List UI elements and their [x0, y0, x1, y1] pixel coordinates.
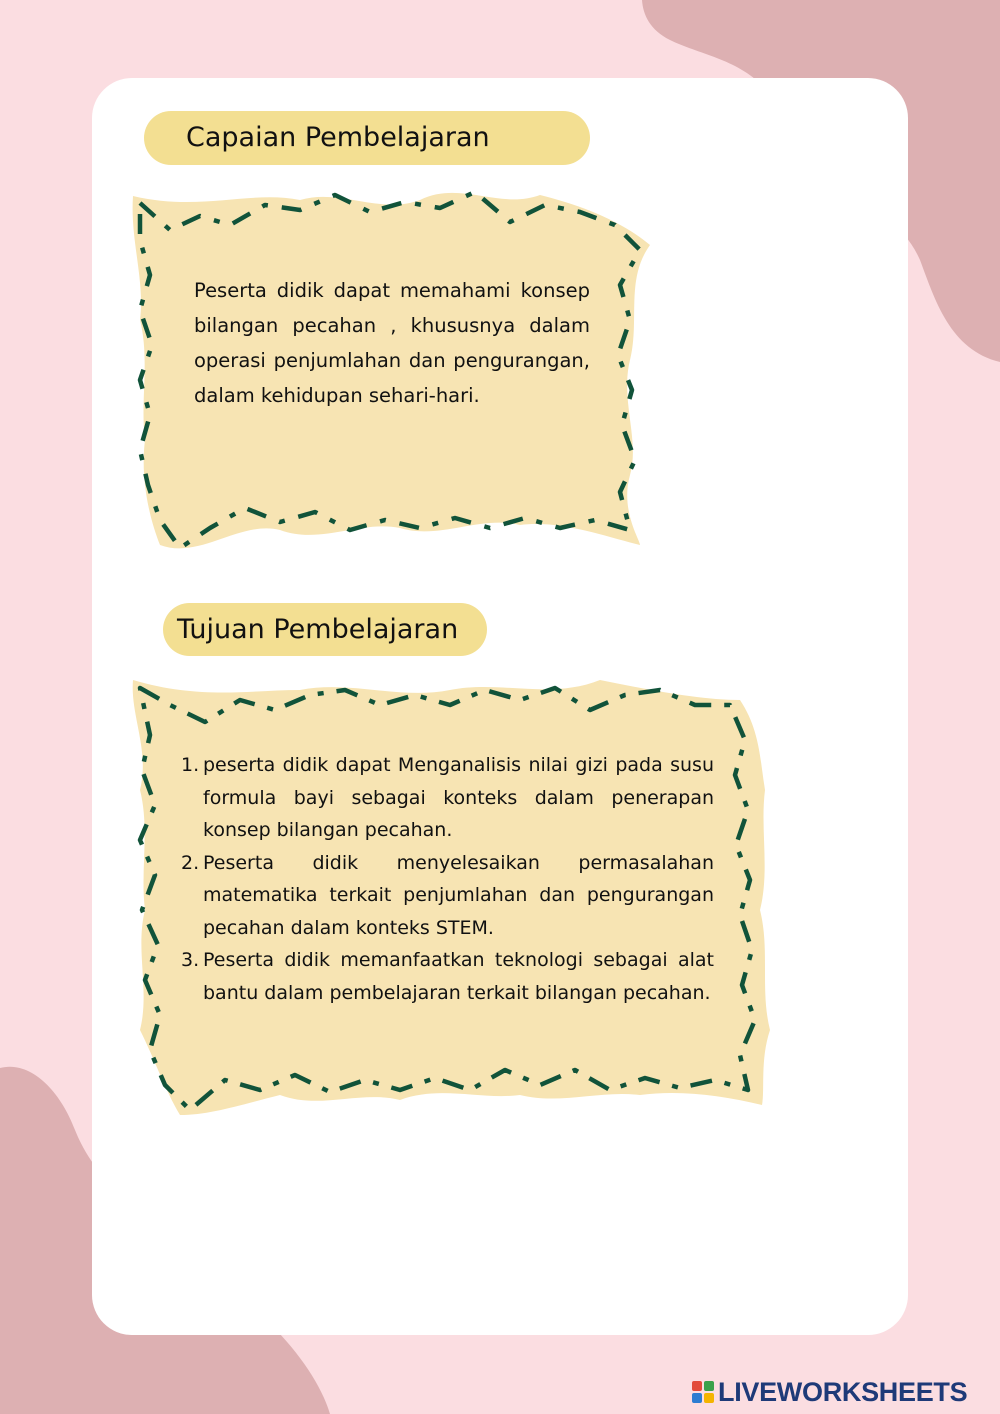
tujuan-item-3-number: 3. [181, 949, 200, 971]
liveworksheets-logo-icon [692, 1381, 714, 1403]
tujuan-item-2-text: Peserta didik menyelesaikan permasalahan matematika terkait penjumlahan dan pengurangan pecahan dalam konteks STEM. [203, 851, 714, 939]
capaian-body-text: Peserta didik dapat memahami konsep bilangan pecahan , khususnya dalam operasi penjumlahan dan pengurangan, dalam kehidupan sehari-hari. [194, 279, 590, 407]
liveworksheets-watermark[interactable] [692, 1374, 967, 1410]
tujuan-item-2 [181, 847, 714, 945]
tujuan-heading: Tujuan Pembelajaran [163, 603, 487, 656]
logo-square-v [692, 1393, 702, 1403]
tujuan-list [181, 749, 714, 1009]
logo-square-i [704, 1381, 714, 1391]
capaian-heading: Capaian Pembelajaran [144, 111, 590, 165]
tujuan-item-1 [181, 749, 714, 847]
tujuan-item-1-number: 1. [181, 754, 200, 776]
logo-square-e [704, 1393, 714, 1403]
tujuan-item-2-number: 2. [181, 851, 200, 874]
logo-square-l [692, 1381, 702, 1391]
capaian-body [194, 273, 590, 413]
liveworksheets-wordmark: LIVEWORKSHEETS [718, 1376, 968, 1407]
tujuan-item-3-text: Peserta didik memanfaatkan teknologi sebagai alat bantu dalam pembelajaran terkait bilangan pecahan. [203, 949, 714, 1004]
tujuan-item-1-text: peserta didik dapat Menganalisis nilai gizi pada susu formula bayi sebagai konteks dalam penerapan konsep bilangan pecahan. [203, 754, 714, 841]
tujuan-item-3 [181, 944, 714, 1009]
